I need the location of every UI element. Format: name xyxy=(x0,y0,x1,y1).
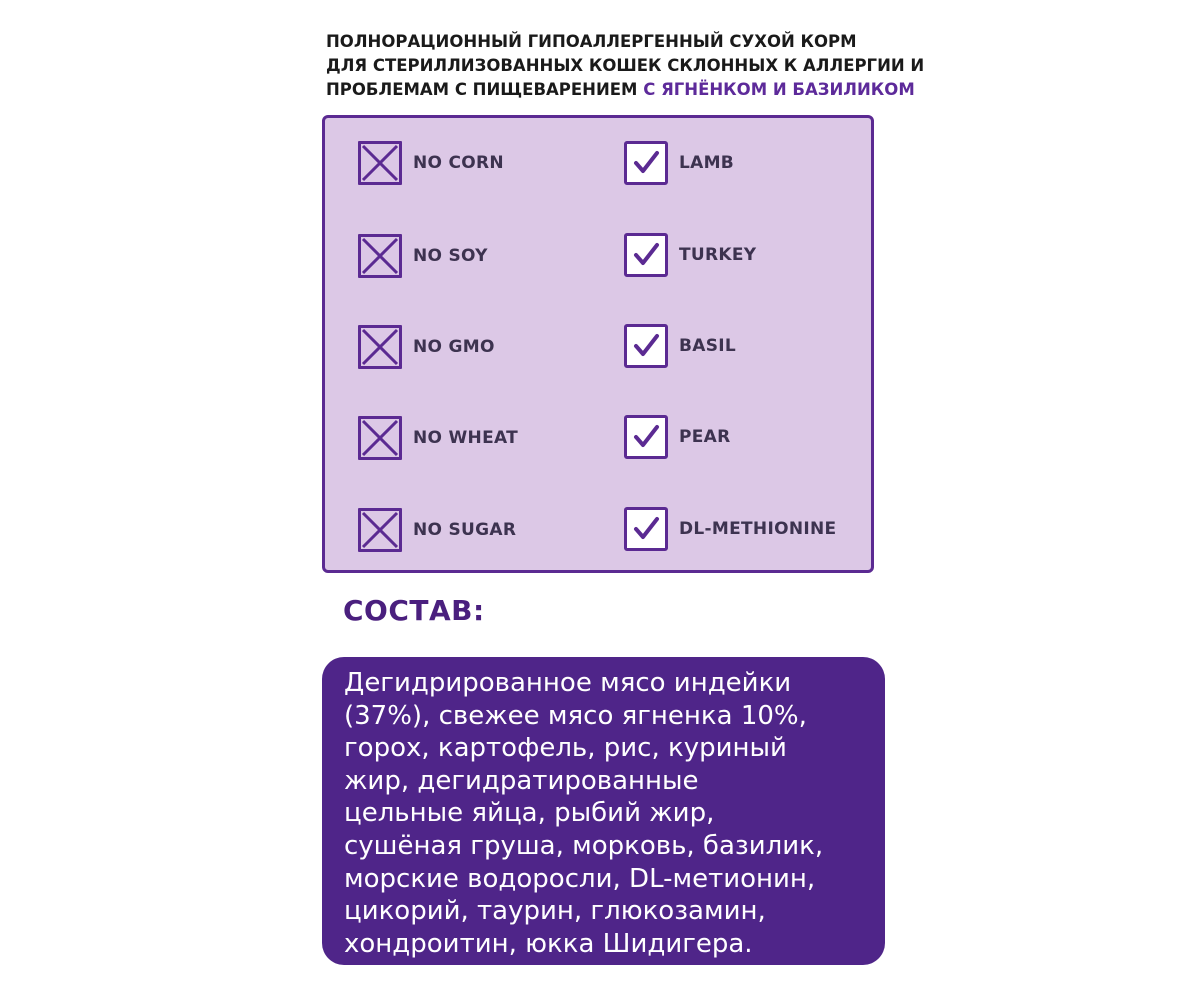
feature-label: NO SUGAR xyxy=(413,520,517,540)
composition-line: жир, дегидратированные xyxy=(344,765,699,796)
composition-line: (37%), свежее мясо ягненка 10%, xyxy=(344,700,807,731)
composition-title: СОСТАВ: xyxy=(343,594,485,627)
checkmark-icon xyxy=(624,507,668,551)
cross-icon xyxy=(358,141,402,185)
product-headline xyxy=(326,30,946,102)
feature-basil xyxy=(624,322,736,370)
feature-label: PEAR xyxy=(679,427,731,447)
composition-line: хондроитин, юкка Шидигера. xyxy=(344,928,753,959)
feature-lamb xyxy=(624,139,734,187)
composition-line: горох, картофель, рис, куриный xyxy=(344,733,787,764)
feature-no-gmo xyxy=(358,323,495,371)
composition-line: сушёная груша, морковь, базилик, xyxy=(344,830,824,861)
feature-dl-methionine xyxy=(624,505,836,553)
feature-label: NO WHEAT xyxy=(413,428,519,448)
checkmark-icon xyxy=(624,141,668,185)
cross-icon xyxy=(358,325,402,369)
cross-icon xyxy=(358,234,402,278)
headline-accent: С ЯГНЁНКОМ И БАЗИЛИКОМ xyxy=(643,80,915,99)
feature-label: NO SOY xyxy=(413,246,488,266)
composition-line: Дегидрированное мясо индейки xyxy=(344,668,792,698)
feature-pear xyxy=(624,413,731,461)
feature-no-sugar xyxy=(358,506,516,554)
feature-label: BASIL xyxy=(679,336,737,356)
headline-line-3 xyxy=(326,78,946,102)
feature-no-soy xyxy=(358,232,488,280)
cross-icon xyxy=(358,416,402,460)
headline-line-2: ДЛЯ СТЕРИЛЛИЗОВАННЫХ КОШЕК СКЛОННЫХ К АЛЛЕРГИИ И xyxy=(326,56,925,75)
feature-turkey xyxy=(624,231,756,279)
composition-line: цикорий, таурин, глюкозамин, xyxy=(344,896,766,927)
headline-line-3-prefix: ПРОБЛЕМАМ С ПИЩЕВАРЕНИЕМ xyxy=(326,80,644,99)
checkmark-icon xyxy=(624,233,668,277)
composition-line: морские водоросли, DL-метионин, xyxy=(344,863,816,894)
checkmark-icon xyxy=(624,415,668,459)
feature-no-wheat xyxy=(358,414,518,462)
headline-line-1: ПОЛНОРАЦИОННЫЙ ГИПОАЛЛЕРГЕННЫЙ СУХОЙ КОРМ xyxy=(326,32,857,51)
composition-box xyxy=(322,657,885,965)
features-panel xyxy=(322,115,874,573)
feature-label: LAMB xyxy=(679,153,735,173)
feature-label: DL-METHIONINE xyxy=(679,519,837,539)
composition-line: цельные яйца, рыбий жир, xyxy=(344,798,715,829)
feature-label: NO GMO xyxy=(413,337,495,357)
cross-icon xyxy=(358,508,402,552)
feature-label: NO CORN xyxy=(413,153,504,173)
feature-no-corn xyxy=(358,139,504,187)
feature-label: TURKEY xyxy=(679,245,757,265)
checkmark-icon xyxy=(624,324,668,368)
